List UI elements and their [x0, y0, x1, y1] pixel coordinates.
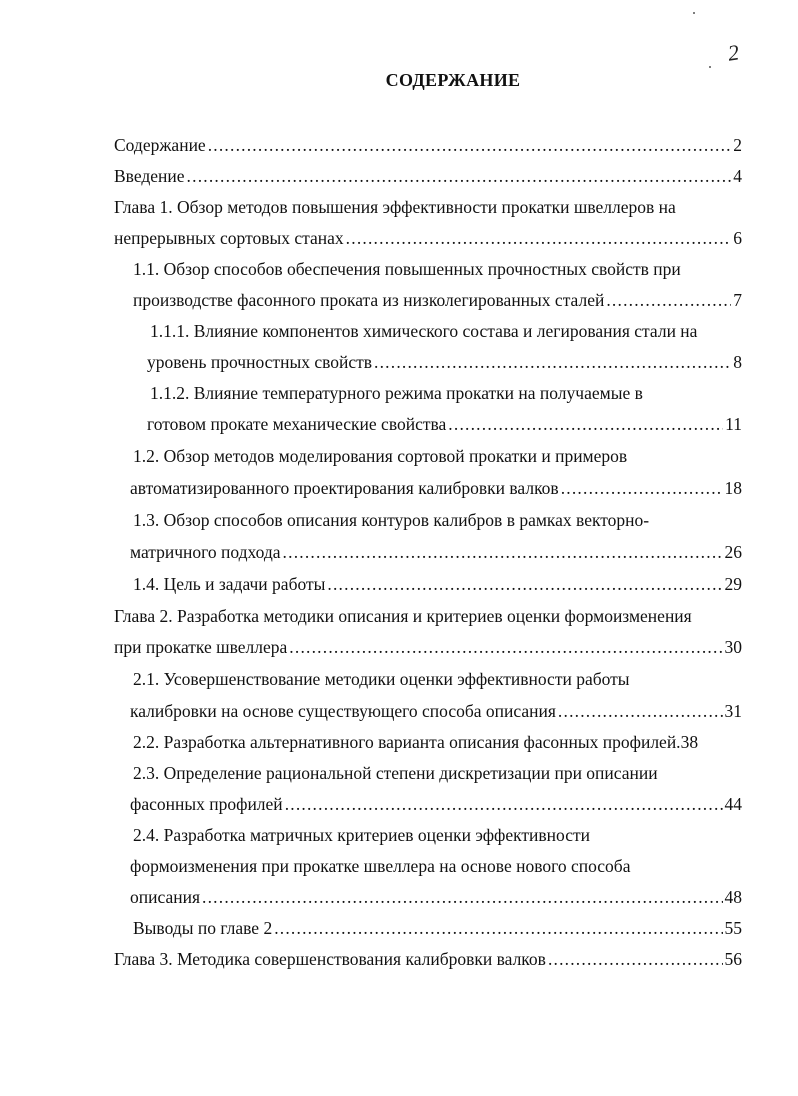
- toc-entry-page: 44: [724, 794, 742, 814]
- toc-leader-dots: [274, 913, 722, 943]
- toc-entry-page: 18: [724, 478, 742, 498]
- toc-entry-text: матричного подхода: [130, 542, 281, 562]
- toc-leader-dots: [548, 944, 723, 974]
- toc-entry-text: калибровки на основе существующего способа описания: [130, 701, 556, 721]
- toc-entry-1-1-2-line1[interactable]: 1.1.2. Влияние температурного режима прокатки на получаемые в: [150, 383, 643, 403]
- toc-leader-dots: [558, 696, 723, 726]
- toc-entry-page: 2: [733, 135, 742, 155]
- toc-leader-dots: [187, 161, 732, 191]
- toc-entry-2-4-line2[interactable]: формоизменения при прокатке швеллера на основе нового способа: [130, 856, 631, 876]
- toc-entry-chapter-1[interactable]: [114, 223, 742, 253]
- toc-entry-text: готовом прокате механические свойства: [147, 414, 447, 434]
- toc-leader-dots: [208, 130, 732, 160]
- toc-entry-text: Выводы по главе 2: [133, 918, 273, 938]
- toc-leader-dots: [561, 473, 723, 503]
- toc-entry-1-2[interactable]: [130, 473, 742, 503]
- toc-entry-text: описания: [130, 887, 201, 907]
- scan-artifact: [709, 66, 711, 68]
- toc-leader-dots: [346, 223, 732, 253]
- toc-entry-text: Введение: [114, 166, 185, 186]
- toc-leader-dots: [374, 347, 731, 377]
- toc-entry-text: автоматизированного проектирования калибровки валков: [130, 478, 559, 498]
- toc-entry-1-1-2[interactable]: [147, 409, 742, 439]
- toc-entry-text: Содержание: [114, 135, 206, 155]
- toc-entry-text: уровень прочностных свойств: [147, 352, 373, 372]
- toc-entry-contents[interactable]: [114, 130, 742, 160]
- page-title: СОДЕРЖАНИЕ: [385, 70, 521, 90]
- toc-leader-dots: [327, 569, 722, 599]
- toc-entry-chapter-1-line1[interactable]: Глава 1. Обзор методов повышения эффективности прокатки швеллеров на: [114, 197, 676, 217]
- toc-entry-1-4[interactable]: [133, 569, 742, 599]
- toc-entry-2-3[interactable]: [130, 789, 742, 819]
- toc-leader-dots: [606, 285, 731, 315]
- toc-entry-2-3-line1[interactable]: 2.3. Определение рациональной степени дискретизации при описании: [133, 763, 658, 783]
- toc-entry-2-1-line1[interactable]: 2.1. Усовершенствование методики оценки эффективности работы: [133, 669, 630, 689]
- toc-entry-page: 26: [724, 542, 742, 562]
- toc-entry-2-4-line1[interactable]: 2.4. Разработка матричных критериев оценки эффективности: [133, 825, 590, 845]
- toc-entry-page: 38: [680, 732, 699, 752]
- scan-artifact: [693, 12, 695, 14]
- toc-entry-2-4[interactable]: [130, 882, 742, 912]
- toc-entry-text: 1.4. Цель и задачи работы: [133, 574, 326, 594]
- toc-entry-1-2-line1[interactable]: 1.2. Обзор методов моделирования сортовой прокатки и примеров: [133, 446, 628, 466]
- toc-leader-dots: [202, 882, 722, 912]
- toc-entry-page: 48: [724, 887, 742, 907]
- toc-entry-chapter-3[interactable]: [114, 944, 742, 974]
- toc-entry-page: 55: [724, 918, 742, 938]
- toc-entry-1-3[interactable]: [130, 537, 742, 567]
- toc-entry-text: Глава 3. Методика совершенствования калибровки валков: [114, 949, 546, 969]
- toc-entry-page: 29: [724, 574, 742, 594]
- toc-entry-page: 8: [733, 352, 742, 372]
- toc-entry-introduction[interactable]: [114, 161, 742, 191]
- toc-entry-text: при прокатке швеллера: [114, 637, 288, 657]
- toc-leader-dots: [285, 789, 723, 819]
- toc-entry-chapter-2-line1[interactable]: Глава 2. Разработка методики описания и критериев оценки формоизменения: [114, 606, 692, 626]
- toc-entry-page: 11: [725, 414, 742, 434]
- toc-entry-page: 56: [724, 949, 742, 969]
- toc-entry-page: 4: [733, 166, 742, 186]
- toc-entry-1-1-1-line1[interactable]: 1.1.1. Влияние компонентов химического состава и легирования стали на: [150, 321, 698, 341]
- toc-entry-page: 30: [724, 637, 742, 657]
- toc-entry-text: производстве фасонного проката из низколегированных сталей: [133, 290, 605, 310]
- handwritten-page-number: 2: [726, 39, 741, 66]
- toc-entry-page: 31: [724, 701, 742, 721]
- toc-entry-2-2[interactable]: [133, 727, 698, 757]
- toc-entry-text: фасонных профилей: [130, 794, 283, 814]
- toc-entry-chapter-2-conclusions[interactable]: [133, 913, 742, 943]
- toc-entry-page: 6: [733, 228, 742, 248]
- toc-leader-dots: [283, 537, 723, 567]
- toc-entry-text: непрерывных сортовых станах: [114, 228, 344, 248]
- toc-entry-1-1-1[interactable]: [147, 347, 742, 377]
- toc-entry-1-1-line1[interactable]: 1.1. Обзор способов обеспечения повышенных прочностных свойств при: [133, 259, 681, 279]
- toc-entry-page: 7: [733, 290, 742, 310]
- toc-entry-text: 2.2. Разработка альтернативного варианта описания фасонных профилей.: [133, 732, 681, 752]
- toc-leader-dots: [448, 409, 723, 439]
- toc-entry-1-1[interactable]: [133, 285, 742, 315]
- toc-leader-dots: [289, 632, 722, 662]
- toc-entry-1-3-line1[interactable]: 1.3. Обзор способов описания контуров калибров в рамках векторно-: [133, 510, 650, 530]
- toc-entry-chapter-2[interactable]: [114, 632, 742, 662]
- toc-entry-2-1[interactable]: [130, 696, 742, 726]
